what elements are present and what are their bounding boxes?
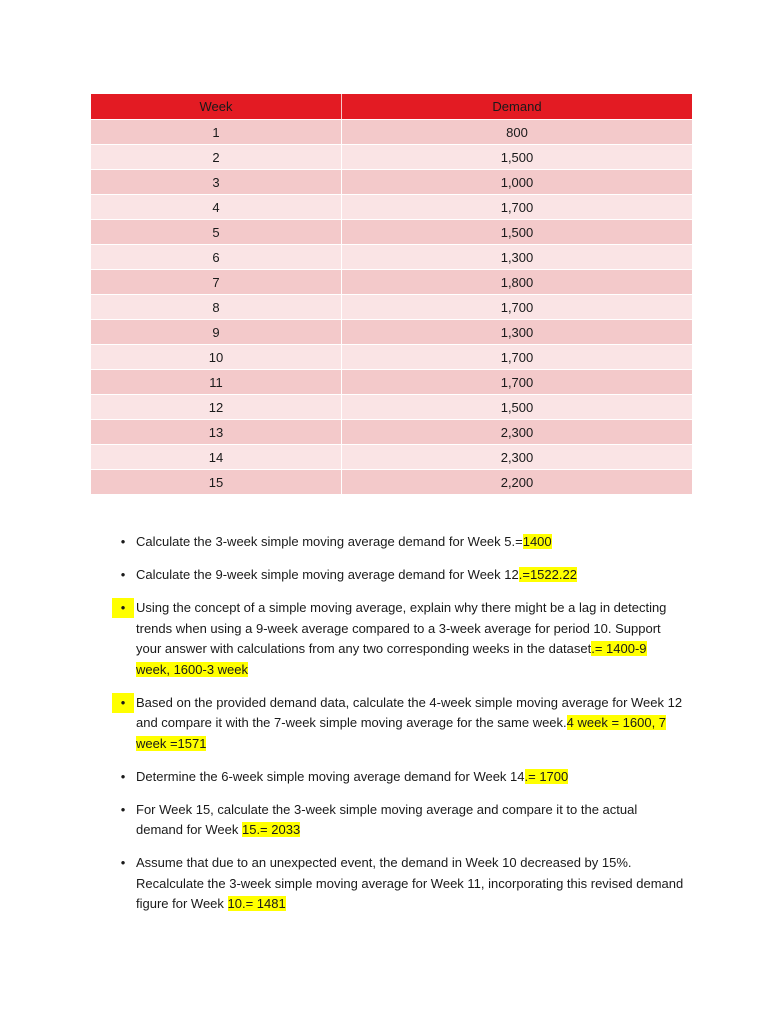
demand-cell: 1,700 [342, 294, 692, 319]
question-text: For Week 15, calculate the 3-week simple moving average and compare it to the actual demand for Week [136, 801, 638, 837]
week-cell: 9 [91, 319, 342, 344]
week-cell: 8 [91, 294, 342, 319]
demand-cell: 1,500 [342, 219, 692, 244]
demand-cell: 1,300 [342, 244, 692, 269]
highlighted-answer: .= 1400-9 week, 1600-3 week [136, 641, 647, 677]
highlighted-answer: .= 1700 [524, 768, 569, 784]
demand-cell: 800 [342, 119, 692, 144]
demand-column-header: Demand [342, 94, 692, 119]
highlighted-answer: 10.= 1481 [227, 896, 286, 911]
week-cell: 1 [91, 119, 342, 144]
question-item [112, 800, 684, 841]
table-row [91, 319, 692, 344]
demand-cell: 2,300 [342, 419, 692, 444]
highlighted-answer: 1400 [522, 534, 552, 549]
question-text: Calculate the 3-week simple moving average demand for Week 5.= [136, 534, 523, 549]
table-row [91, 394, 692, 419]
week-cell: 6 [91, 244, 342, 269]
table-row [91, 369, 692, 394]
bullet-icon: • [120, 801, 126, 817]
demand-cell: 1,300 [342, 319, 692, 344]
table-row [91, 244, 692, 269]
week-column-header: Week [91, 94, 342, 119]
question-item [112, 693, 684, 755]
table-row [91, 469, 692, 494]
bullet-icon: • [120, 768, 126, 784]
week-cell: 13 [91, 419, 342, 444]
demand-cell: 1,700 [342, 194, 692, 219]
bullet-icon: • [112, 693, 134, 713]
demand-cell: 2,200 [342, 469, 692, 494]
week-cell: 15 [91, 469, 342, 494]
question-item [112, 532, 684, 553]
bullet-icon: • [120, 567, 126, 582]
bullet-icon: • [112, 598, 134, 618]
table-row [91, 194, 692, 219]
question-text: Calculate the 9-week simple moving average demand for Week 12 [136, 567, 519, 582]
question-list [112, 532, 684, 927]
demand-cell: 1,000 [342, 169, 692, 194]
week-cell: 11 [91, 369, 342, 394]
question-item [112, 598, 684, 680]
table-row [91, 344, 692, 369]
demand-cell: 1,700 [342, 369, 692, 394]
table-row [91, 419, 692, 444]
question-text: Using the concept of a simple moving average, explain why there might be a lag in detecting trends when using a 9-week average compared to a 3-week average for period 10. Support your answer with calculations from any two corresponding weeks in the dataset [136, 600, 667, 656]
demand-cell: 1,800 [342, 269, 692, 294]
bullet-icon: • [120, 855, 126, 870]
question-text: Determine the 6-week simple moving average demand for Week 14 [136, 768, 525, 784]
table-row [91, 444, 692, 469]
highlighted-answer: 15.= 2033 [241, 822, 301, 837]
demand-cell: 1,500 [342, 394, 692, 419]
table-header-row [91, 94, 692, 119]
table-row [91, 219, 692, 244]
demand-cell: 2,300 [342, 444, 692, 469]
table-row [91, 269, 692, 294]
week-cell: 14 [91, 444, 342, 469]
highlighted-answer: 4 week = 1600, 7 week =1571 [136, 715, 667, 751]
question-text: Assume that due to an unexpected event, the demand in Week 10 decreased by 15%. Recalculate the 3-week simple moving average for Week 11, incorporating this revised demand figure for Week [136, 855, 684, 911]
week-cell: 4 [91, 194, 342, 219]
demand-cell: 1,500 [342, 144, 692, 169]
week-cell: 10 [91, 344, 342, 369]
week-cell: 7 [91, 269, 342, 294]
table-row [91, 119, 692, 144]
bullet-icon: • [120, 534, 126, 549]
highlighted-answer: .=1522.22 [518, 567, 577, 582]
table-row [91, 169, 692, 194]
question-item [112, 565, 684, 586]
question-item [112, 767, 684, 788]
week-cell: 3 [91, 169, 342, 194]
question-item [112, 853, 684, 915]
demand-cell: 1,700 [342, 344, 692, 369]
table-row [91, 144, 692, 169]
table-row [91, 294, 692, 319]
demand-table [91, 94, 692, 494]
week-cell: 12 [91, 394, 342, 419]
week-cell: 2 [91, 144, 342, 169]
question-text: Based on the provided demand data, calculate the 4-week simple moving average for Week 12 and compare it with the 7-week simple moving average for the same week. [136, 694, 683, 730]
week-cell: 5 [91, 219, 342, 244]
